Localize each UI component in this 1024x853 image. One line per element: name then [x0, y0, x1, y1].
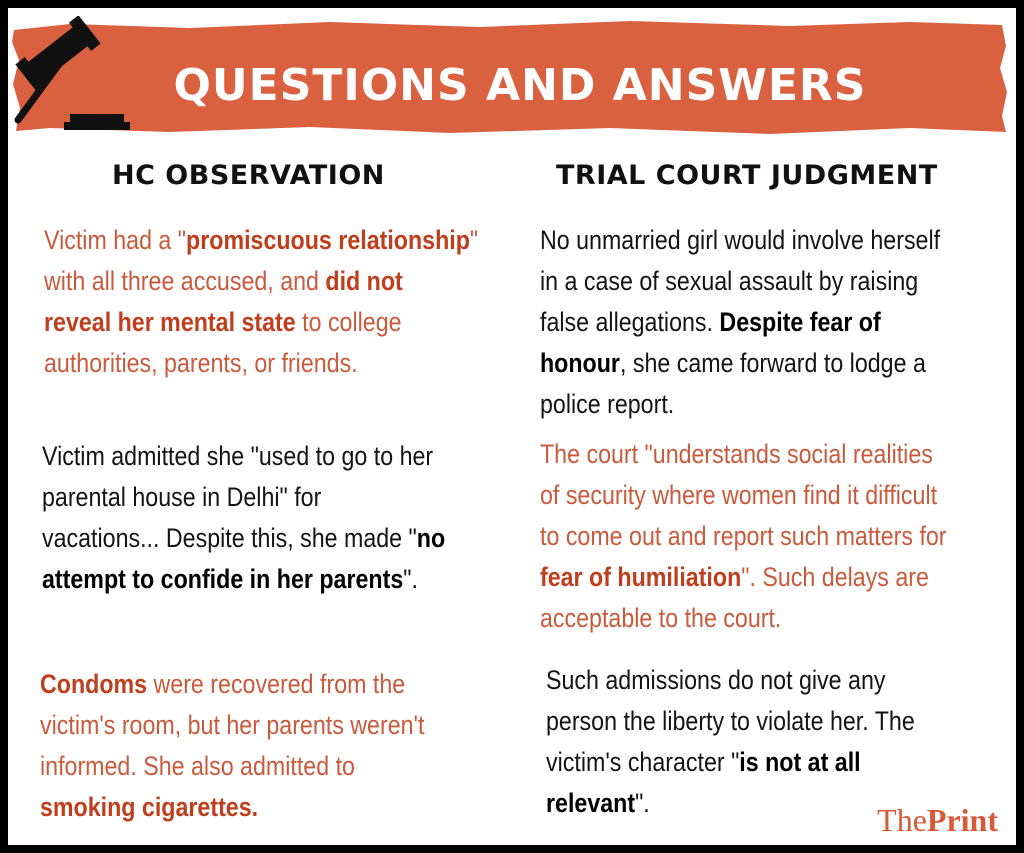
tc-block-2: The court "understands social realities of security where women find it difficult to come out and report such matters for fear of humiliation". Such delays are acceptable to the court.	[540, 439, 947, 633]
trial-court-heading: TRIAL COURT JUDGMENT	[556, 160, 938, 191]
hc-block-2: Victim admitted she "used to go to her parental house in Delhi" for vacations... Despite this, she made "no attempt to confide in her parents".	[42, 441, 446, 594]
header-banner	[10, 16, 1010, 136]
hc-observation-heading: HC OBSERVATION	[112, 160, 385, 191]
banner-title: QUESTIONS AND ANSWERS	[173, 60, 867, 111]
theprint-logo: ThePrint	[877, 802, 998, 838]
tc-block-3: Such admissions do not give any person the liberty to violate her. The victim's character "is not at all relevant".	[546, 665, 915, 818]
hc-block-1: Victim had a "promiscuous relationship" with all three accused, and did not reveal her mental state to college authorities, parents, or friends.	[44, 225, 479, 378]
infographic-card	[8, 8, 1016, 845]
tc-block-1: No unmarried girl would involve herself in a case of sexual assault by raising false allegations. Despite fear of honour, she came forward to lodge a police report.	[540, 225, 941, 419]
hc-block-3: Condoms were recovered from the victim's room, but her parents weren't informed. She also admitted to smoking cigarettes.	[40, 669, 425, 822]
gavel-icon	[10, 16, 140, 136]
